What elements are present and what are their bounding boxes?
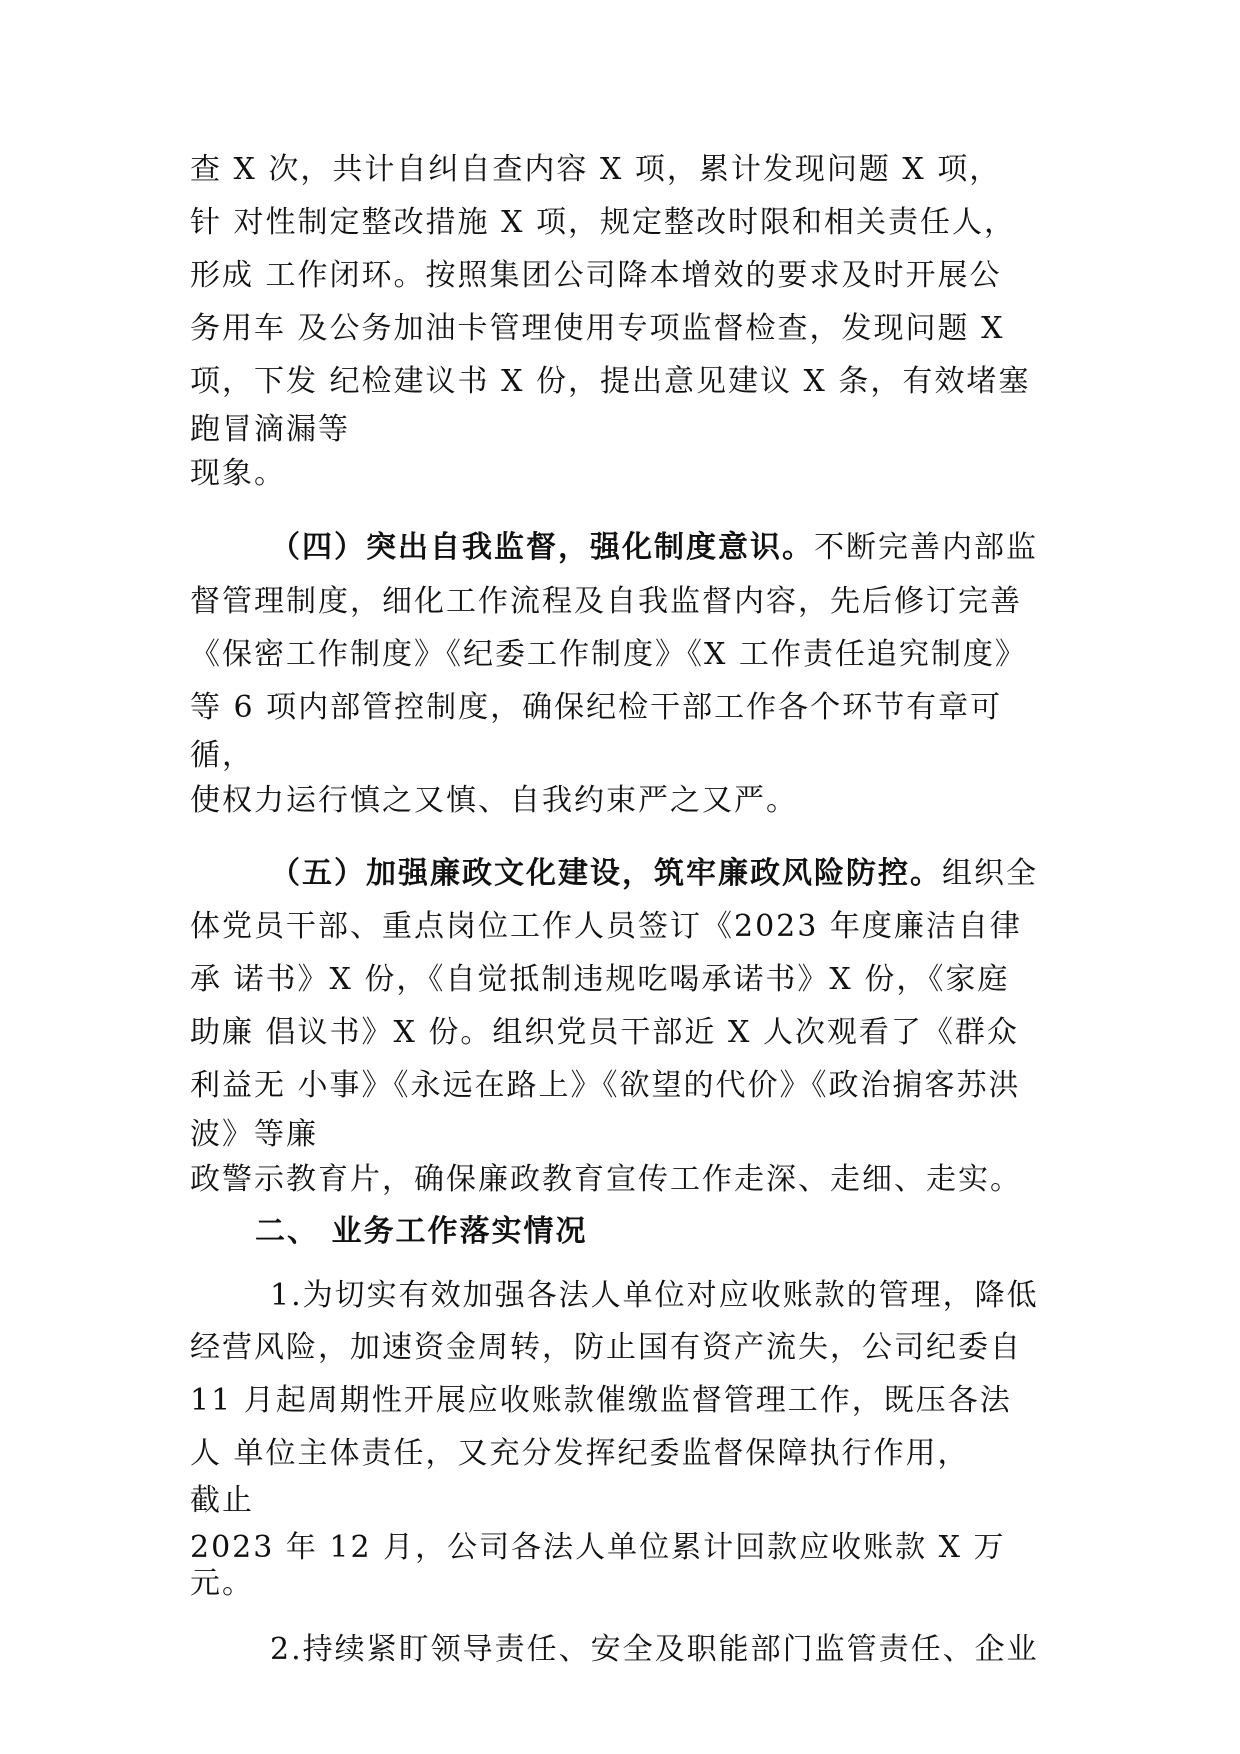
paragraph-line: 2.持续紧盯领导责任、安全及职能部门监管责任、企业: [270, 1632, 1039, 1667]
paragraph-line: 循，: [190, 738, 254, 773]
paragraph-line: 2023 年 12 月，公司各法人单位累计回款应收账款 X 万: [190, 1530, 1006, 1565]
paragraph-line: 体党员干部、重点岗位工作人员签订《2023 年度廉洁自律: [190, 909, 1022, 944]
paragraph-line: 督管理制度，细化工作流程及自我监督内容，先后修订完善: [190, 584, 1022, 619]
paragraph-line: 务用车 及公务加油卡管理使用专项监督检查，发现问题 X: [190, 311, 1005, 346]
section-5-first-line: [270, 854, 1038, 894]
paragraph-line: 1.为切实有效加强各法人单位对应收账款的管理，降低: [270, 1278, 1039, 1313]
section-5-title: （五）加强廉政文化建设，筑牢廉政风险防控。: [270, 856, 942, 891]
paragraph-line: 利益无 小事》《永远在路上》《欲望的代价》《政治掮客苏洪: [190, 1068, 1021, 1103]
paragraph-line: 《保密工作制度》《纪委工作制度》《X 工作责任追究制度》: [190, 637, 1027, 672]
section-5-first-rest: 组织全: [942, 856, 1038, 891]
paragraph-line: 人 单位主体责任，又充分发挥纪委监督保障执行作用，: [190, 1436, 970, 1471]
paragraph-line: 承 诺书》X 份，《自觉抵制违规吃喝承诺书》X 份，《家庭: [190, 962, 1010, 997]
paragraph-line: 11 月起周期性开展应收账款催缴监督管理工作，既压各法: [190, 1383, 1012, 1418]
section-4-first-line: [270, 528, 1038, 568]
section-4-first-rest: 不断完善内部监: [814, 530, 1038, 565]
paragraph-line: 现象。: [190, 456, 286, 491]
paragraph-line: 使权力运行慎之又慎、自我约束严之又严。: [190, 783, 798, 818]
paragraph-line: 助廉 倡议书》X 份。组织党员干部近 X 人次观看了《群众: [190, 1015, 1019, 1050]
section-heading: 二、 业务工作落实情况: [255, 1214, 588, 1249]
paragraph-line: 项，下发 纪检建议书 X 份，提出意见建议 X 条，有效堵塞: [190, 364, 1031, 399]
paragraph-line: 针 对性制定整改措施 X 项，规定整改时限和相关责任人，: [190, 205, 1016, 240]
paragraph-line: 等 6 项内部管控制度，确保纪检干部工作各个环节有章可: [190, 690, 1003, 725]
paragraph-line: 经营风险，加速资金周转，防止国有资产流失，公司纪委自: [190, 1330, 1022, 1365]
paragraph-line: 截止: [190, 1483, 254, 1518]
paragraph-line: 查 X 次，共计自纠自查内容 X 项，累计发现问题 X 项，: [190, 152, 1002, 187]
paragraph-line: 跑冒滴漏等: [190, 412, 350, 447]
paragraph-line: 元。: [190, 1566, 254, 1601]
section-4-title: （四）突出自我监督，强化制度意识。: [270, 530, 814, 565]
paragraph-line: 波》等廉: [190, 1117, 318, 1152]
paragraph-line: 形成 工作闭环。按照集团公司降本增效的要求及时开展公: [190, 258, 1002, 293]
paragraph-line: 政警示教育片，确保廉政教育宣传工作走深、走细、走实。: [190, 1162, 1022, 1197]
